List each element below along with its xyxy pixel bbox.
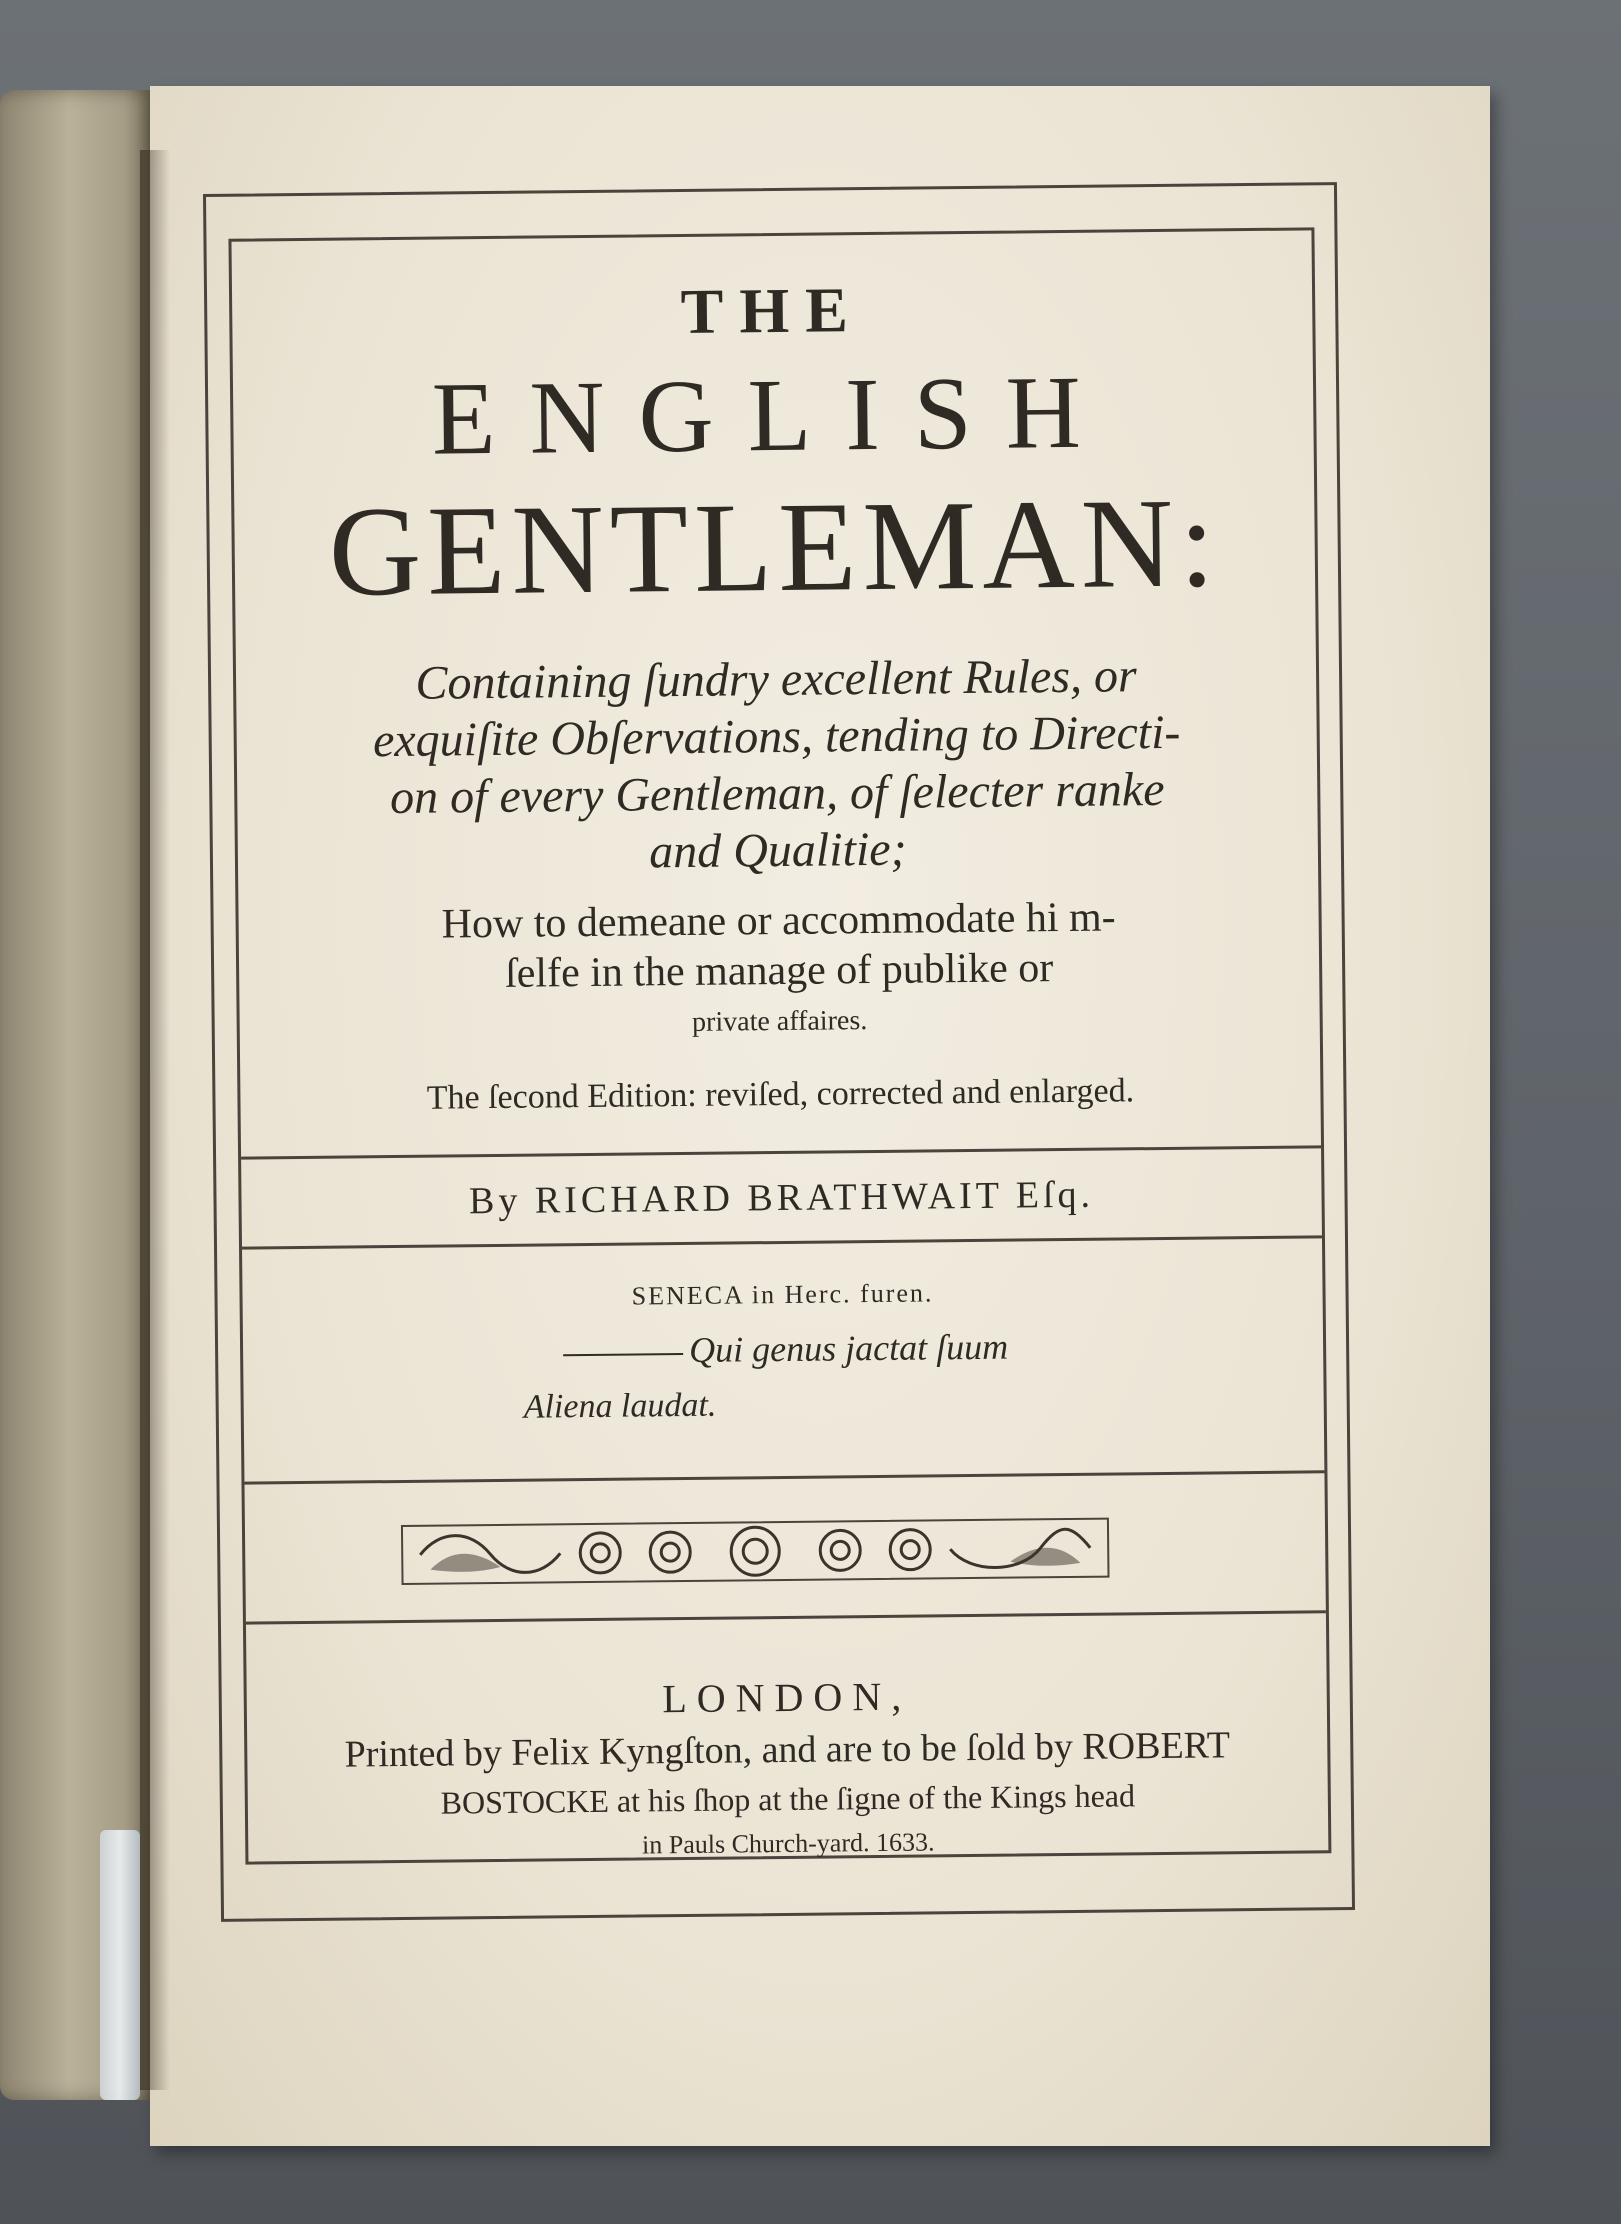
outer-border-frame — [203, 182, 1355, 1922]
divider-rule — [246, 1610, 1326, 1624]
edition-note: The ſecond Edition: reviſed, corrected and enlarged. — [426, 1072, 1135, 1117]
how-line: How to demeane or accommodate hi m- — [441, 894, 1116, 948]
page-clip — [100, 1830, 140, 2100]
subtitle-line: Containing ſundry excellent Rules, or — [415, 649, 1137, 710]
epigraph-dash — [563, 1353, 683, 1356]
title-the: THE — [680, 274, 865, 347]
subtitle-line: and Qualitie; — [648, 822, 907, 879]
title-page — [150, 86, 1490, 2146]
imprint-shop: BOSTOCKE at his ſhop at the ſigne of the Kings head — [440, 1777, 1136, 1821]
title-english: ENGLISH — [431, 354, 1116, 477]
epigraph-line-2: Aliena laudat. — [523, 1386, 717, 1426]
subtitle-line: on of every Gentleman, of ſelecter ranke — [389, 762, 1165, 825]
how-line: ſelfe in the manage of publike or — [504, 945, 1054, 997]
divider-rule — [242, 1235, 1322, 1249]
title-gentleman: GENTLEMAN: — [328, 471, 1222, 623]
epigraph-source: SENECA in Herc. furen. — [631, 1278, 934, 1311]
divider-rule — [241, 1145, 1321, 1159]
title-page-content — [231, 230, 1328, 1861]
subtitle-block — [276, 646, 1278, 884]
how-block — [278, 891, 1279, 1001]
imprint-city: LONDON, — [662, 1673, 912, 1722]
subtitle-line: exquiſite Obſervations, tending to Directi- — [372, 705, 1181, 768]
epigraph-line-1 — [563, 1326, 1008, 1373]
divider-rule — [244, 1470, 1324, 1484]
imprint-printer: Printed by Felix Kyngſton, and are to be ſold by ROBERT — [344, 1724, 1231, 1776]
epigraph-text-1: Qui genus jactat ſuum — [688, 1326, 1009, 1370]
how-last-line: private affaires. — [691, 1005, 868, 1038]
book-spine — [0, 90, 155, 2100]
author-line: By RICHARD BRATHWAIT Eſq. — [468, 1173, 1095, 1223]
inner-border-frame — [228, 227, 1331, 1864]
imprint-place: in Pauls Church-yard. 1633. — [641, 1827, 935, 1860]
gutter-shadow — [140, 150, 170, 2090]
printers-ornament-icon — [400, 1513, 1111, 1590]
